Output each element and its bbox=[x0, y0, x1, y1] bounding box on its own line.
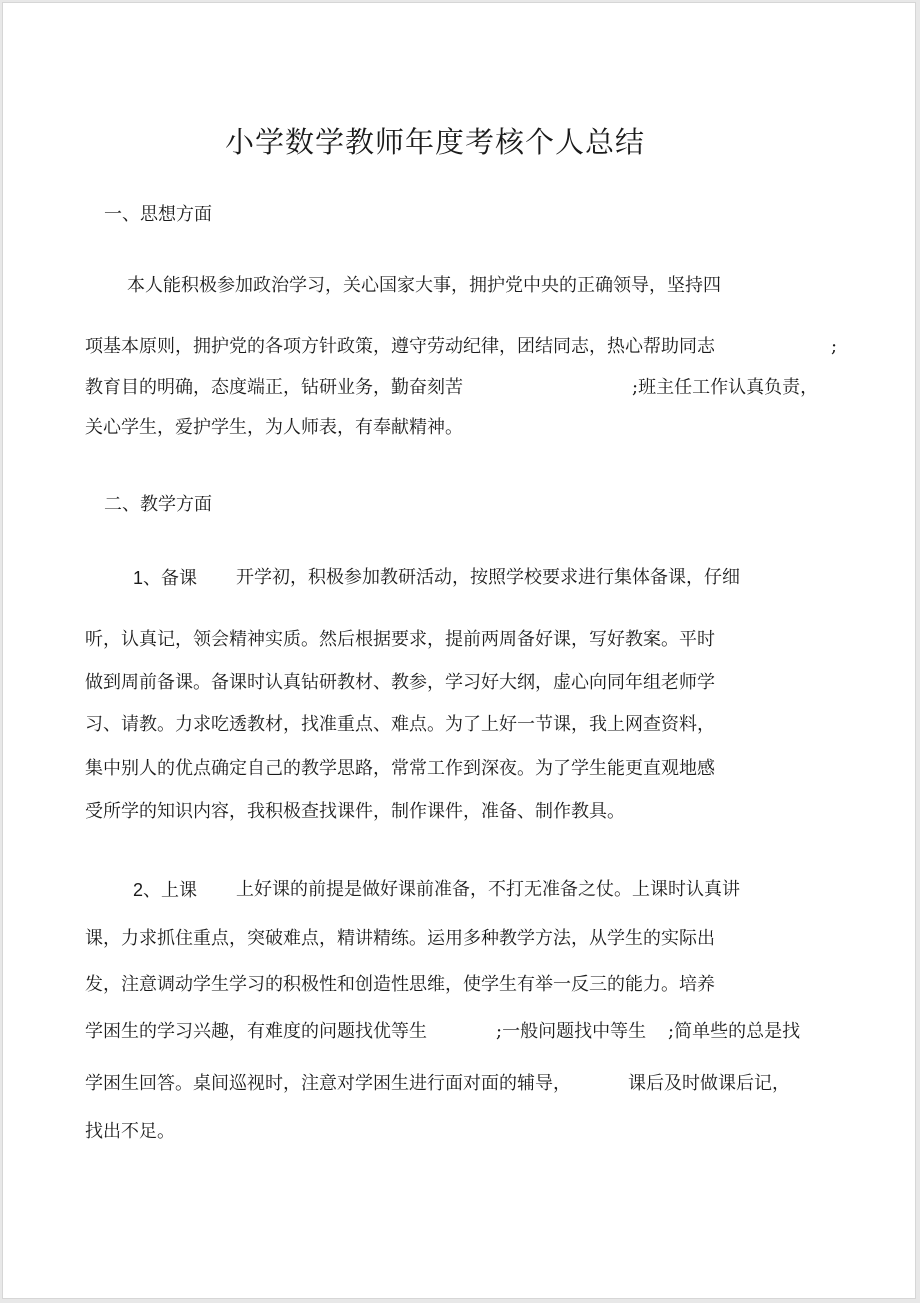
paragraph-line: 关心学生，爱护学生，为人师表，有奉献精神。 bbox=[85, 417, 463, 438]
paragraph-line: 学困生的学习兴趣，有难度的问题找优等生 bbox=[85, 1021, 427, 1042]
paragraph-line-fragment: ;一般问题找中等生 bbox=[496, 1021, 647, 1042]
paragraph-line: 本人能积极参加政治学习，关心国家大事，拥护党中央的正确领导，坚持四 bbox=[127, 275, 721, 296]
document-title: 小学数学教师年度考核个人总结 bbox=[225, 125, 646, 159]
paragraph-line: 受所学的知识内容，我积极查找课件，制作课件，准备、制作教具。 bbox=[85, 801, 625, 822]
section-heading-teaching: 二、教学方面 bbox=[104, 494, 212, 515]
paragraph-line: 找出不足。 bbox=[85, 1121, 175, 1142]
paragraph-line: 学困生回答。桌间巡视时，注意对学困生进行面对面的辅导， bbox=[85, 1073, 571, 1094]
paragraph-line: 项基本原则，拥护党的各项方针政策，遵守劳动纪律，团结同志，热心帮助同志 bbox=[85, 336, 715, 357]
paragraph-line: 教育目的明确，态度端正，钻研业务，勤奋刻苦 bbox=[85, 377, 463, 398]
paragraph-line: 上好课的前提是做好课前准备，不打无准备之仗。上课时认真讲 bbox=[236, 879, 740, 900]
subsection-label-lesson-prep: 1、备课 bbox=[133, 568, 198, 588]
paragraph-line: 做到周前备课。备课时认真钻研教材、教参，学习好大纲，虚心向同年组老师学 bbox=[85, 672, 715, 693]
paragraph-line-fragment: ; bbox=[831, 336, 838, 357]
paragraph-line-fragment: ;简单些的总是找 bbox=[668, 1021, 801, 1042]
section-heading-thought: 一、思想方面 bbox=[104, 204, 212, 225]
paragraph-line: 发，注意调动学生学习的积极性和创造性思维，使学生有举一反三的能力。培养 bbox=[85, 974, 715, 995]
paragraph-line-fragment: 课后及时做课后记， bbox=[628, 1073, 790, 1094]
paragraph-line: 习、请教。力求吃透教材，找准重点、难点。为了上好一节课，我上网查资料， bbox=[85, 714, 715, 735]
paragraph-line: 课，力求抓住重点，突破难点，精讲精练。运用多种教学方法，从学生的实际出 bbox=[85, 928, 715, 949]
paragraph-line-fragment: ;班主任工作认真负责， bbox=[632, 377, 819, 398]
paragraph-line: 集中别人的优点确定自己的教学思路，常常工作到深夜。为了学生能更直观地感 bbox=[85, 758, 715, 779]
paragraph-line: 听，认真记，领会精神实质。然后根据要求，提前两周备好课，写好教案。平时 bbox=[85, 629, 715, 650]
paragraph-line: 开学初，积极参加教研活动，按照学校要求进行集体备课，仔细 bbox=[236, 567, 740, 588]
subsection-label-class: 2、上课 bbox=[133, 880, 198, 900]
document-page bbox=[2, 2, 916, 1299]
